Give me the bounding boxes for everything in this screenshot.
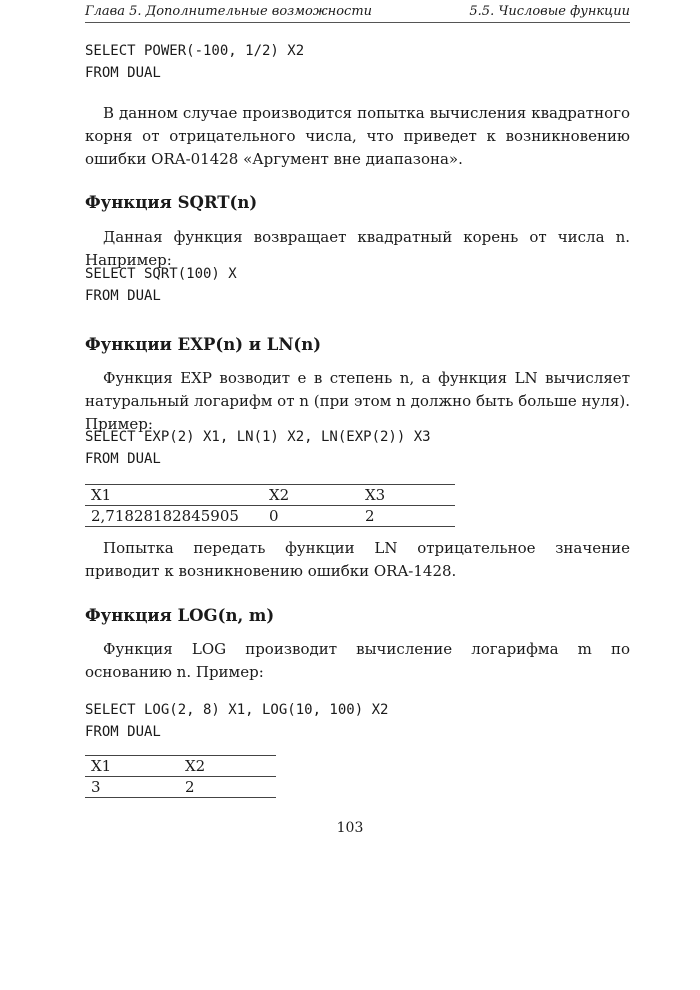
table-header-cell: X2 bbox=[263, 485, 359, 506]
table-row bbox=[85, 506, 455, 527]
code-block-log bbox=[85, 699, 388, 743]
table-cell: 2 bbox=[359, 506, 455, 527]
table-row bbox=[85, 777, 276, 798]
code-line: SELECT POWER(-100, 1/2) X2 bbox=[85, 43, 305, 59]
heading-log: Функция LOG(n, m) bbox=[85, 606, 275, 625]
paragraph-ln-error bbox=[85, 537, 630, 583]
code-line: FROM DUAL bbox=[85, 65, 161, 81]
table-header-cell: X1 bbox=[85, 485, 263, 506]
section-title: 5.5. Числовые функции bbox=[469, 4, 630, 19]
code-line: SELECT LOG(2, 8) X1, LOG(10, 100) X2 bbox=[85, 702, 389, 718]
code-line: SELECT SQRT(100) X bbox=[85, 266, 237, 282]
table-header-row bbox=[85, 485, 455, 506]
table-header-row bbox=[85, 756, 276, 777]
table-header-cell: X3 bbox=[359, 485, 455, 506]
paragraph-text: Данная функция возвращает квадратный корень от числа n. Например: bbox=[85, 228, 630, 269]
result-table-exp-ln bbox=[85, 484, 455, 527]
table-cell: 2 bbox=[179, 777, 276, 798]
code-line: FROM DUAL bbox=[85, 288, 161, 304]
code-block-power bbox=[85, 40, 304, 84]
paragraph-power-error bbox=[85, 102, 630, 171]
heading-sqrt: Функция SQRT(n) bbox=[85, 193, 258, 212]
page-number: 103 bbox=[336, 820, 364, 836]
paragraph-text: Функция LOG производит вычисление логарифма m по основанию n. Пример: bbox=[85, 640, 630, 681]
code-line: SELECT EXP(2) X1, LN(1) X2, LN(EXP(2)) X3 bbox=[85, 429, 431, 445]
chapter-title: Глава 5. Дополнительные возможности bbox=[85, 4, 373, 19]
paragraph-text: Функция EXP возводит e в степень n, а функция LN вычисляет натуральный логарифм от n (при этом n должно быть больше нуля). Пример: bbox=[85, 369, 630, 433]
table-cell: 0 bbox=[263, 506, 359, 527]
table-cell: 2,71828182845905 bbox=[85, 506, 263, 527]
code-block-sqrt bbox=[85, 263, 237, 307]
paragraph-text: В данном случае производится попытка вычисления квадратного корня от отрицательного числа, что приведет к возникновению ошибки ORA-01428 «Аргумент вне диапазона». bbox=[85, 104, 630, 168]
paragraph-log bbox=[85, 638, 630, 684]
heading-exp-ln: Функции EXP(n) и LN(n) bbox=[85, 335, 322, 354]
result-table-log bbox=[85, 755, 276, 798]
paragraph-text: Попытка передать функции LN отрицательное значение приводит к возникновению ошибки ORA-1428. bbox=[85, 539, 630, 580]
running-header bbox=[85, 4, 630, 23]
table-header-cell: X2 bbox=[179, 756, 276, 777]
code-block-exp-ln bbox=[85, 426, 431, 470]
code-line: FROM DUAL bbox=[85, 724, 161, 740]
table-cell: 3 bbox=[85, 777, 179, 798]
code-line: FROM DUAL bbox=[85, 451, 161, 467]
table-header-cell: X1 bbox=[85, 756, 179, 777]
